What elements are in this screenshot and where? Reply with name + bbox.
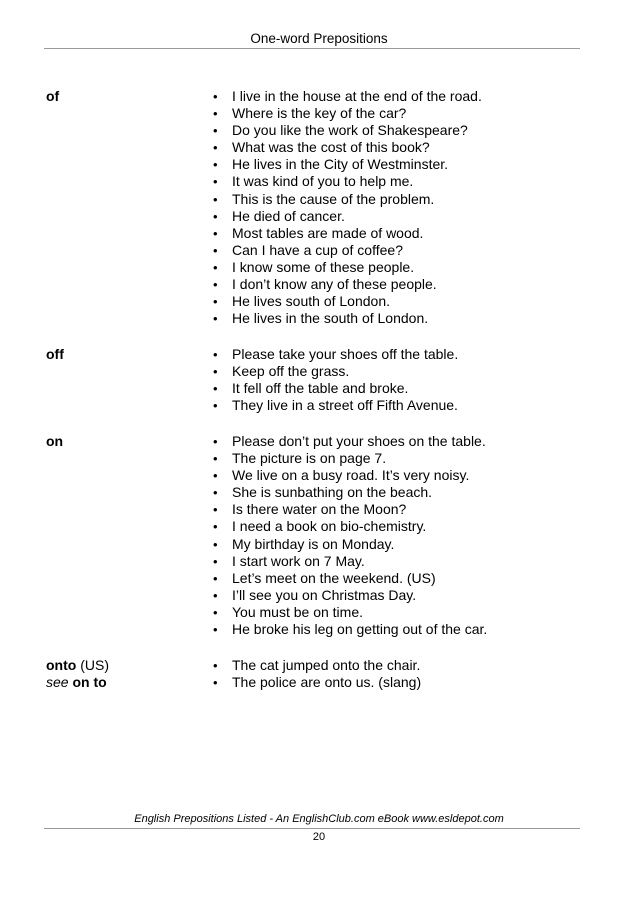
footer-source: - An EnglishClub.com eBook www.esldepot.com (266, 813, 504, 825)
bullet-icon: • (213, 502, 218, 518)
bullet-icon: • (213, 536, 218, 552)
example-item (212, 621, 487, 638)
example-text: My birthday is on Monday. (232, 535, 395, 552)
example-item (212, 276, 482, 293)
example-text: He lives in the City of Westminster. (232, 156, 449, 173)
page-number: 20 (312, 831, 326, 843)
example-item (212, 293, 482, 310)
page-footer (0, 813, 638, 826)
bullet-icon: • (213, 675, 218, 691)
example-item (212, 380, 458, 397)
example-item (212, 450, 487, 467)
example-item (212, 604, 487, 621)
bullet-icon: • (213, 658, 218, 673)
bullet-icon: • (213, 157, 218, 173)
example-text: Let’s meet on the weekend. (US) (232, 569, 436, 586)
entry-term (46, 657, 109, 691)
term-region-note: (US) (76, 657, 109, 673)
bullet-icon: • (213, 622, 218, 638)
example-item (212, 397, 458, 414)
example-text: Most tables are made of wood. (232, 224, 424, 241)
term-line (46, 88, 59, 105)
example-text: What was the cost of this book? (232, 139, 430, 156)
bullet-icon: • (213, 123, 218, 139)
example-item (212, 259, 482, 276)
bullet-icon: • (213, 89, 218, 104)
example-list (212, 657, 421, 691)
entry-term (46, 346, 64, 363)
bullet-icon: • (213, 381, 218, 397)
example-text: It fell off the table and broke. (232, 380, 409, 397)
example-item (212, 105, 482, 122)
see-also-label: see (46, 674, 69, 691)
bullet-icon: • (213, 106, 218, 122)
example-item (212, 139, 482, 156)
example-item (212, 484, 487, 501)
example-text: I know some of these people. (232, 258, 415, 275)
example-text: I don’t know any of these people. (232, 276, 437, 293)
example-text: The cat jumped onto the chair. (232, 657, 421, 673)
example-item (212, 674, 421, 691)
term-word: onto (46, 657, 77, 673)
example-text: We live on a busy road. It’s very noisy. (232, 467, 470, 484)
example-item (212, 433, 487, 450)
entry-term (46, 88, 59, 105)
bullet-icon: • (213, 604, 218, 620)
example-item (212, 518, 487, 535)
example-text: This is the cause of the problem. (232, 190, 435, 207)
example-text: You must be on time. (232, 603, 364, 620)
example-item (212, 363, 458, 380)
bullet-icon: • (213, 434, 218, 449)
bullet-icon: • (213, 242, 218, 258)
example-text: Please don’t put your shoes on the table. (232, 433, 486, 449)
term-line (46, 346, 64, 363)
bullet-icon: • (213, 485, 218, 501)
bullet-icon: • (213, 364, 218, 380)
example-item (212, 88, 482, 105)
bullet-icon: • (213, 570, 218, 586)
bullet-icon: • (213, 140, 218, 156)
example-text: Keep off the grass. (232, 363, 350, 380)
example-item (212, 536, 487, 553)
bullet-icon: • (213, 587, 218, 603)
example-item (212, 225, 482, 242)
example-text: He lives in the south of London. (232, 310, 429, 327)
example-item (212, 122, 482, 139)
example-text: She is sunbathing on the beach. (232, 484, 433, 501)
example-list (212, 88, 482, 327)
example-text: Please take your shoes off the table. (232, 346, 459, 362)
example-text: Do you like the work of Shakespeare? (232, 122, 468, 139)
footer-divider (44, 828, 580, 829)
example-item (212, 310, 482, 327)
example-item (212, 553, 487, 570)
term-word: off (46, 346, 64, 362)
bullet-icon: • (213, 347, 218, 362)
example-item (212, 657, 421, 674)
bullet-icon: • (213, 553, 218, 569)
example-item (212, 587, 487, 604)
see-also-line (46, 674, 109, 691)
entry-term (46, 433, 63, 450)
bullet-icon: • (213, 174, 218, 190)
example-item (212, 467, 487, 484)
footer-book-title: English Prepositions Listed (134, 813, 267, 825)
term-word: on (46, 433, 64, 449)
see-also-target: on to (68, 674, 107, 691)
example-text: They live in a street off Fifth Avenue. (232, 397, 458, 414)
example-text: He died of cancer. (232, 207, 345, 224)
example-item (212, 501, 487, 518)
example-item (212, 570, 487, 587)
example-text: I start work on 7 May. (232, 552, 365, 569)
page-header-title: One-word Prepositions (250, 31, 388, 46)
example-text: Is there water on the Moon? (232, 501, 407, 518)
bullet-icon: • (213, 451, 218, 467)
example-list (212, 346, 458, 414)
example-item (212, 208, 482, 225)
example-list (212, 433, 487, 638)
example-item (212, 173, 482, 190)
term-word: of (46, 88, 60, 104)
bullet-icon: • (213, 311, 218, 327)
example-text: The picture is on page 7. (232, 450, 387, 467)
header-divider (44, 48, 580, 49)
bullet-icon: • (213, 208, 218, 224)
bullet-icon: • (213, 519, 218, 535)
bullet-icon: • (213, 294, 218, 310)
bullet-icon: • (213, 277, 218, 293)
example-text: I live in the house at the end of the road. (232, 88, 482, 104)
bullet-icon: • (213, 468, 218, 484)
bullet-icon: • (213, 191, 218, 207)
example-text: Where is the key of the car? (232, 105, 407, 122)
bullet-icon: • (213, 398, 218, 414)
term-line (46, 657, 109, 674)
example-text: I’ll see you on Christmas Day. (232, 586, 417, 603)
example-item (212, 242, 482, 259)
example-item (212, 191, 482, 208)
bullet-icon: • (213, 225, 218, 241)
example-item (212, 156, 482, 173)
example-text: The police are onto us. (slang) (232, 674, 422, 691)
example-text: He broke his leg on getting out of the car. (232, 621, 488, 638)
example-text: It was kind of you to help me. (232, 173, 414, 190)
example-item (212, 346, 458, 363)
example-text: Can I have a cup of coffee? (232, 241, 403, 258)
example-text: He lives south of London. (232, 293, 390, 310)
term-line (46, 433, 63, 450)
example-text: I need a book on bio-chemistry. (232, 518, 427, 535)
bullet-icon: • (213, 259, 218, 275)
